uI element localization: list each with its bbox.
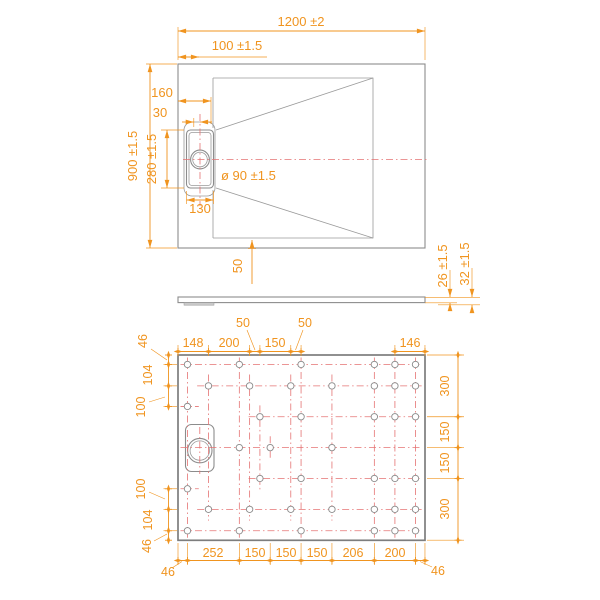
- dim-top-146: 146: [399, 336, 421, 350]
- drain-hole: [329, 506, 335, 512]
- dim-cavity-height: 280 ±1.5: [144, 133, 159, 185]
- top-view: [125, 14, 429, 284]
- dim-drain-gap: 30: [152, 105, 168, 120]
- drain-hole: [236, 444, 242, 450]
- drain-hole: [236, 528, 242, 534]
- dim-bottom-206: 206: [342, 546, 364, 560]
- drain-hole: [412, 506, 418, 512]
- drain-hole: [412, 361, 418, 367]
- drain-hole: [392, 414, 398, 420]
- dim-bottom-150a: 150: [244, 546, 266, 560]
- dim-bottom-150c: 150: [306, 546, 328, 560]
- top-view-centerlines: [183, 114, 429, 206]
- drain-hole: [371, 383, 377, 389]
- drain-hole: [392, 475, 398, 481]
- drain-hole: [257, 414, 263, 420]
- dim-edge-thickness: 26 ±1.5: [435, 244, 450, 288]
- side-profile: [178, 297, 425, 303]
- drain-hole: [246, 506, 252, 512]
- drain-hole: [288, 506, 294, 512]
- drain-hole: [288, 383, 294, 389]
- dim-left-46-top: 46: [136, 334, 150, 348]
- dim-bottom-150b: 150: [275, 546, 297, 560]
- drain-hole: [371, 506, 377, 512]
- dim-left-104-top: 104: [141, 364, 155, 386]
- drain-hole: [257, 475, 263, 481]
- drain-hole: [184, 361, 190, 367]
- dim-corner-46-left: 46: [161, 565, 175, 579]
- drain-hole: [298, 475, 304, 481]
- slope-fold-lines: [216, 78, 373, 238]
- drain-boss: [184, 303, 214, 306]
- dim-top-leader-50a: 50: [236, 316, 250, 330]
- dim-right-150-bottom: 150: [438, 452, 452, 474]
- dim-drain-offset: 100 ±1.5: [211, 38, 263, 53]
- drain-hole: [392, 361, 398, 367]
- dim-drain-width: 160: [151, 85, 173, 100]
- dim-top-150: 150: [264, 336, 286, 350]
- dim-bottom-252: 252: [202, 546, 224, 560]
- dim-cavity-width: 130: [189, 201, 211, 216]
- drain-hole: [329, 444, 335, 450]
- drain-hole: [392, 528, 398, 534]
- dim-left-104-bottom: 104: [141, 509, 155, 531]
- drain-hole: [371, 528, 377, 534]
- drain-hole: [205, 506, 211, 512]
- dim-right-300-top: 300: [438, 375, 452, 397]
- drain-hole: [298, 414, 304, 420]
- drain-hole: [412, 414, 418, 420]
- drain-hole: [184, 486, 190, 492]
- drain-hole: [329, 383, 335, 389]
- drain-hole: [371, 361, 377, 367]
- dim-overall-height: 900 ±1.5: [125, 130, 140, 182]
- drain-hole: [412, 383, 418, 389]
- dim-bottom-200: 200: [384, 546, 406, 560]
- drain-hole: [392, 506, 398, 512]
- dim-edge-border: 50: [230, 258, 245, 274]
- drain-hole: [371, 475, 377, 481]
- inner-surface-outline: [213, 78, 373, 238]
- dim-corner-46-right: 46: [431, 564, 445, 578]
- dim-left-100-bottom: 100: [134, 478, 148, 500]
- dim-total-height: 32 ±1.5: [457, 242, 472, 286]
- drain-hole: [392, 383, 398, 389]
- dim-right-300-bottom: 300: [438, 498, 452, 520]
- dim-top-200: 200: [218, 336, 240, 350]
- dim-overall-width: 1200 ±2: [277, 14, 325, 29]
- drain-hole: [246, 383, 252, 389]
- dim-top-leader-50b: 50: [298, 316, 312, 330]
- drain-hole: [298, 361, 304, 367]
- dim-drain-diameter: ø 90 ±1.5: [221, 168, 276, 183]
- dim-right-150-top: 150: [438, 421, 452, 443]
- drain-hole: [412, 528, 418, 534]
- drain-hole: [371, 414, 377, 420]
- drain-hole: [412, 475, 418, 481]
- dim-top-148: 148: [182, 336, 204, 350]
- dim-left-46-bottom: 46: [140, 539, 154, 553]
- dim-left-100-top: 100: [134, 396, 148, 418]
- drain-hole: [236, 361, 242, 367]
- drain-hole: [205, 383, 211, 389]
- drain-hole: [298, 528, 304, 534]
- drain-hole: [267, 444, 273, 450]
- side-view: [178, 242, 480, 313]
- drain-hole: [184, 403, 190, 409]
- drain-hole: [184, 528, 190, 534]
- bottom-view: [134, 316, 464, 579]
